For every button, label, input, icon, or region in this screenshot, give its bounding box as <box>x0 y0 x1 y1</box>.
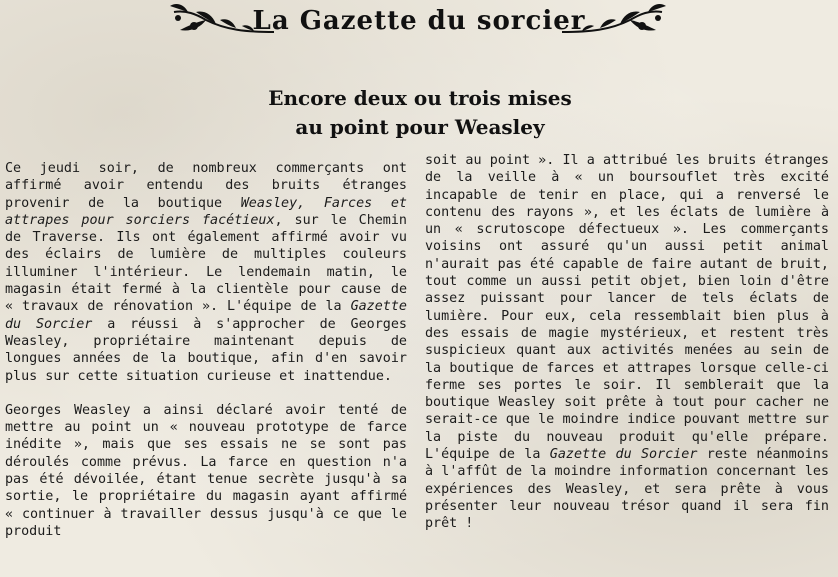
paragraph: Georges Weasley a ainsi déclaré avoir tenté de mettre au point un « nouveau prototype de farce inédite », mais que ses essais ne se sont pas déroulés comme prévus. La farce en question n'a pas été dévoilée, étant tenue secrète jusqu'à sa sortie, le propriétaire du magasin ayant affirmé « continuer à travailler dessus jusqu'à ce que le produit <box>5 402 407 539</box>
text-run: soit au point ». Il a attribué les bruits étranges de la veille à « un boursouflet très excité incapable de tenir en place, qui a renversé le contenu des rayons », et les éclats de lumière à un « scrutoscope défectueux ». Les commerçants voisins ont assuré qu'un aussi petit animal n'aurait pas été capable de faire autant de bruit, tout comme un aussi petit objet, bien loin d'être assez puissant pour lancer de tels éclats de lumière. Pour eux, cela ressemblait bien plus à des essais de magie mystérieux, et restent très suspicieux quant aux activités menées au sein de la boutique de farces et attrapes lorsque celle-ci ferme ses portes le soir. Il semblerait que la boutique Weasley soit prête à tout pour cacher ne serait-ce que le moindre indice pouvant mettre sur la piste du nouveau produit qu'elle prépare. L'équipe de la <box>425 153 829 463</box>
text-run: a réussi à s'approcher de Georges Weasley, propriétaire maintenant depuis de longues années de la boutique, afin d'en savoir plus sur cette situation curieuse et inattendue. <box>5 316 407 384</box>
shop-name: Weasley, Farces et attrapes pour sorciers facétieux <box>5 195 407 228</box>
article-headline <box>190 84 650 142</box>
text-run: reste néanmoins à l'affût de la moindre information concernant les expériences des Weasley, et sera prête à vous présenter leur nouveau trésor quand il sera fin prêt ! <box>425 447 829 532</box>
text-run: , sur le Chemin de Traverse. Ils ont également affirmé avoir vu des éclairs de lumière de multiples couleurs illuminer l'intérieur. Le lendemain matin, le magasin était fermé à la clientèle pour cause de « travaux de rénovation ». L'équipe de la <box>5 212 407 315</box>
floral-ornament-right-icon <box>560 2 670 42</box>
masthead <box>0 0 838 48</box>
newspaper-name: Gazette du Sorcier <box>5 299 407 332</box>
newspaper-title: La Gazette du sorcier <box>252 6 586 36</box>
paragraph <box>425 152 829 533</box>
article-column-left <box>5 160 407 540</box>
newspaper-name: Gazette du Sorcier <box>549 447 698 463</box>
text-run: Ce jeudi soir, de nombreux commerçants ont affirmé avoir entendu des bruits étranges provenir de la boutique <box>5 161 407 211</box>
article-column-right <box>425 152 829 533</box>
headline-line-1: Encore deux ou trois mises <box>268 86 572 110</box>
paragraph <box>5 160 407 385</box>
headline-line-2: au point pour Weasley <box>295 115 545 139</box>
